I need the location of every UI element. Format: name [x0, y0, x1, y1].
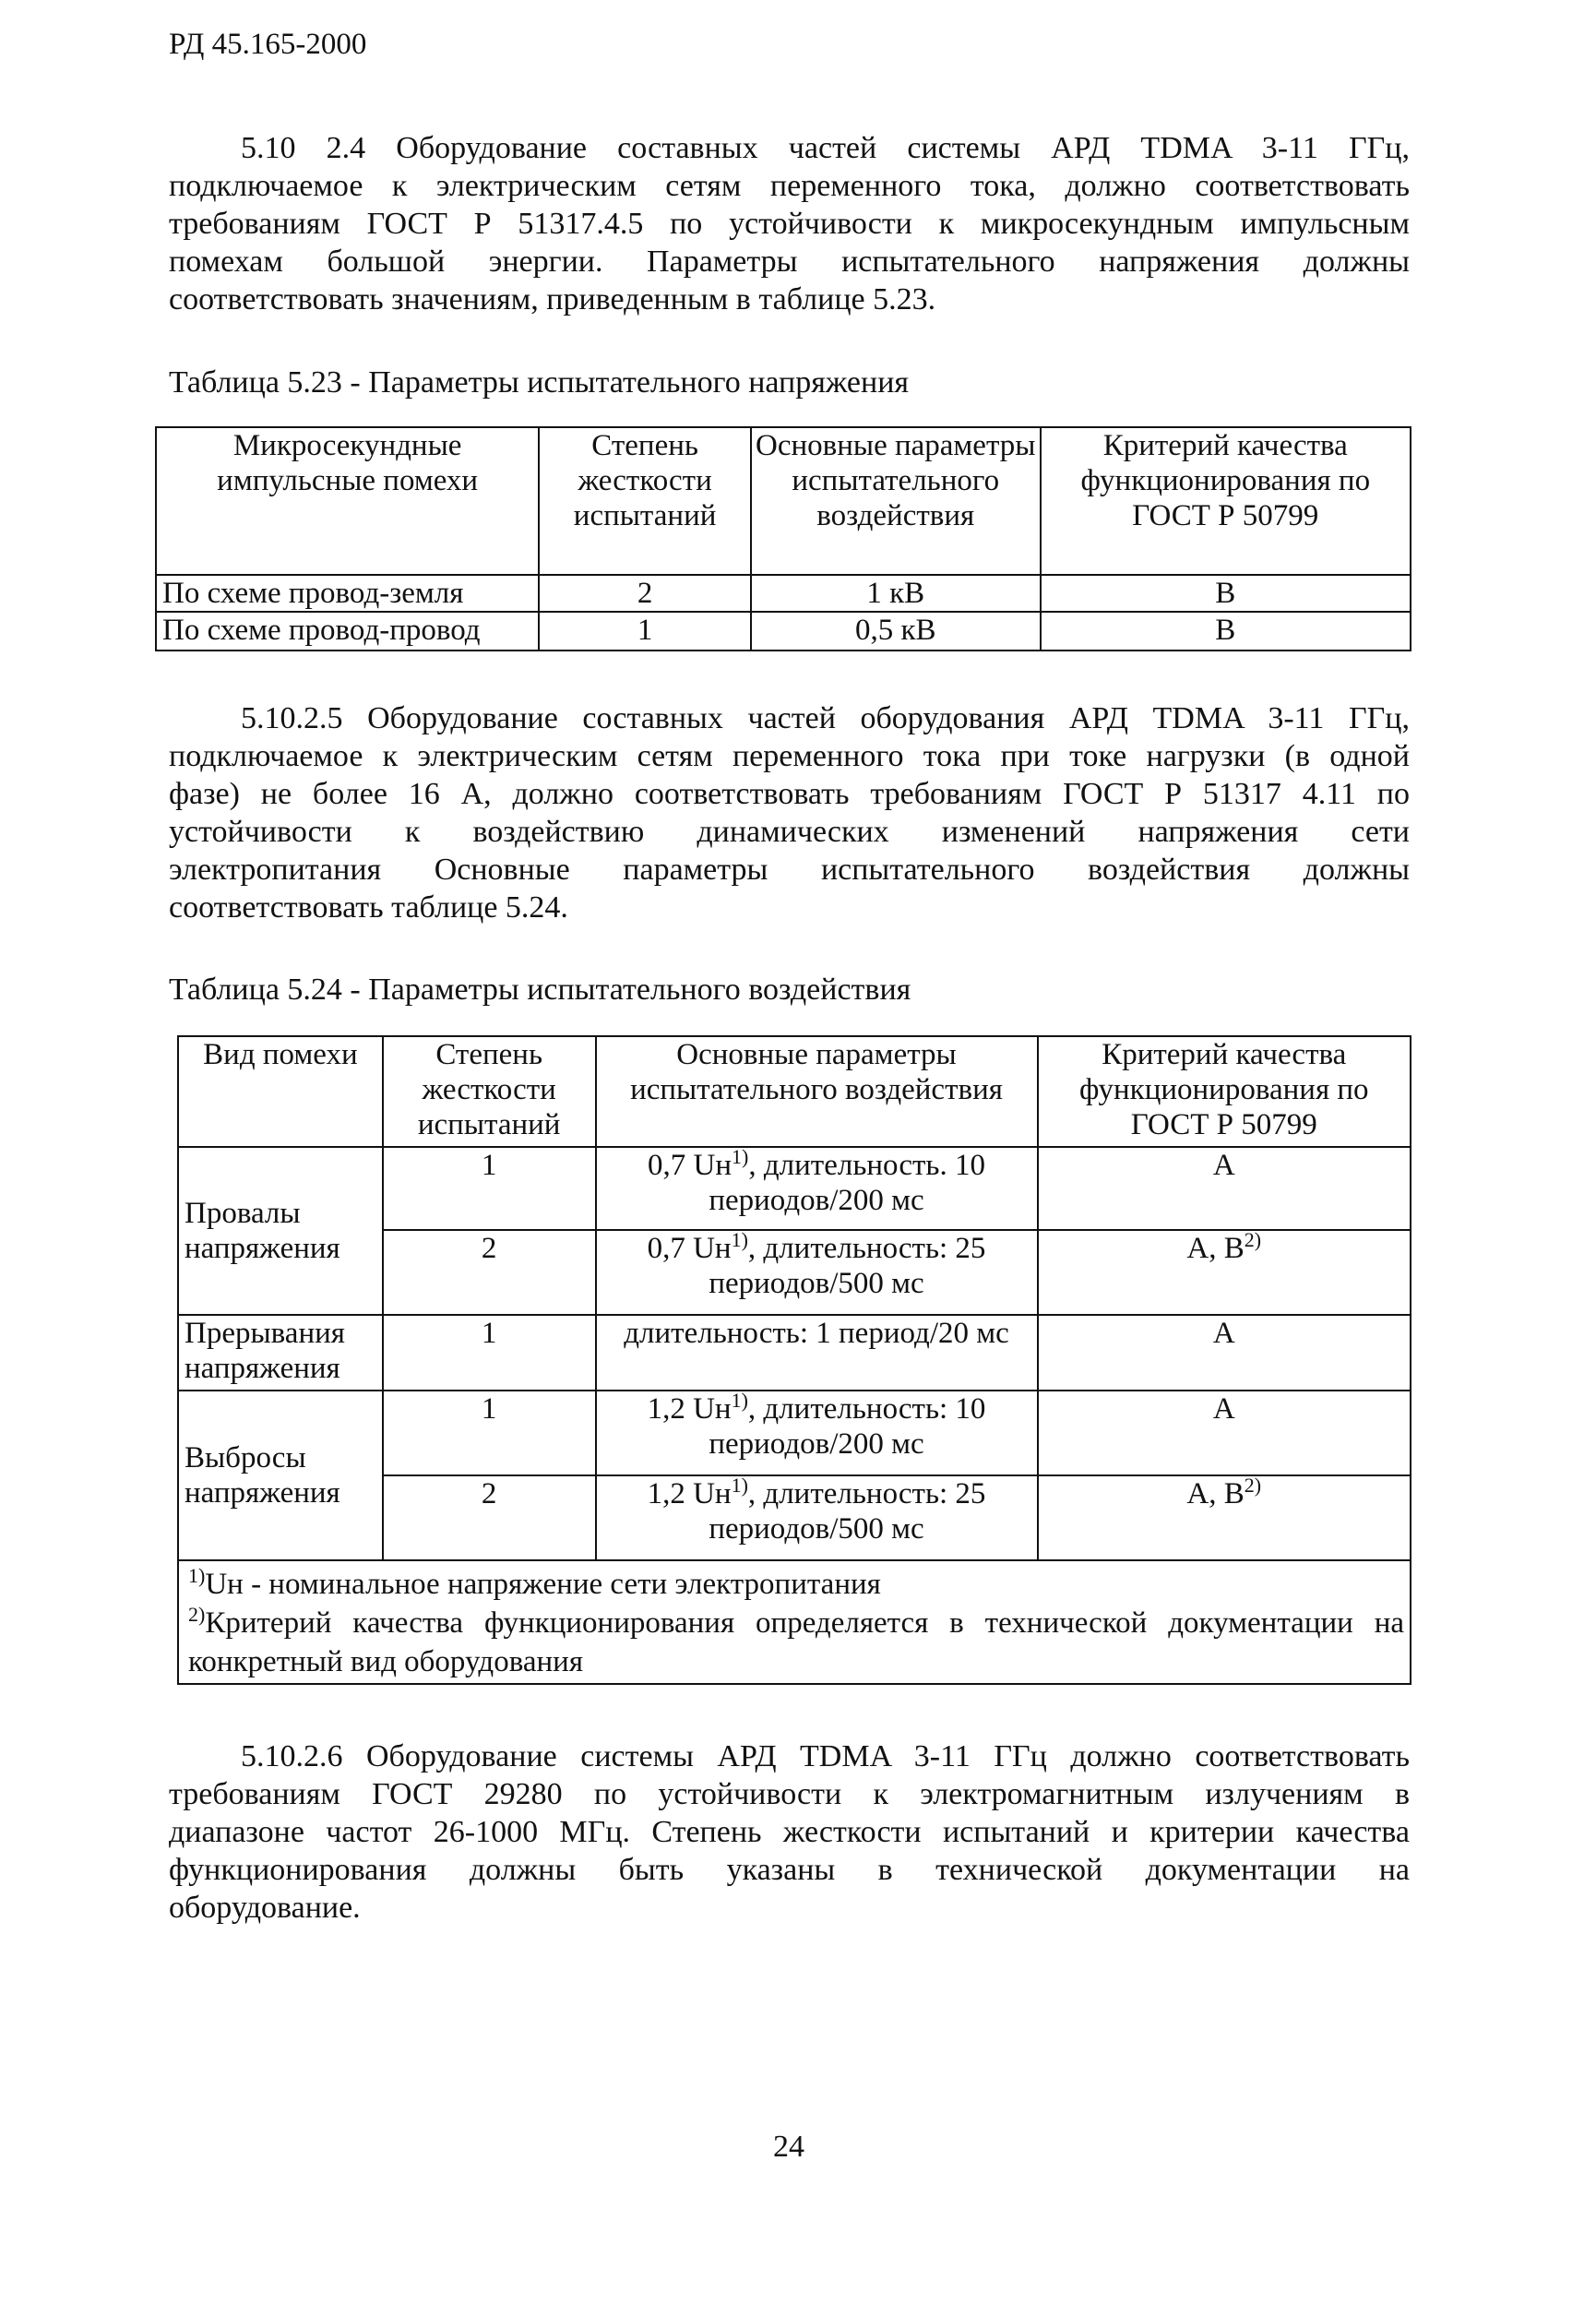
footnote-marker: 1) — [732, 1145, 749, 1168]
table-cell: По схеме провод-провод — [156, 612, 539, 651]
paragraph-5-10-2-4 — [169, 129, 1410, 318]
table-5-24-caption: Таблица 5.24 - Параметры испытательного воздействия — [169, 973, 911, 1007]
paragraph-line: фазе) не более 16 А, должно соответствовать требованиям ГОСТ Р 51317 4.11 по — [169, 777, 1410, 811]
table-header-cell: Степень жесткости испытаний — [539, 427, 751, 575]
table-header-row — [156, 427, 1411, 575]
table-cell — [1038, 1147, 1411, 1230]
table-cell: 1 — [539, 612, 751, 651]
table-header-cell: Основные параметры испытательного воздействия — [596, 1036, 1038, 1147]
table-cell — [596, 1147, 1038, 1230]
table-cell: В — [1041, 575, 1411, 612]
param-value: 0,7 Uн — [648, 1149, 732, 1182]
criterion-value: А — [1212, 1392, 1235, 1426]
table-cell: В — [1041, 612, 1411, 651]
param-value: 1,2 Uн — [647, 1477, 732, 1510]
table-5-23 — [155, 426, 1411, 651]
table-cell: 2 — [383, 1230, 596, 1315]
table-notes — [178, 1560, 1411, 1684]
paragraph-line: требованиям ГОСТ Р 51317.4.5 по устойчивости к микросекундным импульсным — [169, 207, 1410, 241]
footnote-marker: 1) — [731, 1228, 748, 1251]
paragraph-5-10-2-6 — [169, 1737, 1410, 1927]
table-cell: 1 кВ — [751, 575, 1041, 612]
table-header-cell: Критерий качества функционирования по ГОСТ Р 50799 — [1038, 1036, 1411, 1147]
table-cell: 1 — [383, 1391, 596, 1475]
footnote-marker: 1) — [188, 1564, 206, 1587]
param-value-rest: , длительность: 10 периодов/200 мс — [709, 1392, 986, 1461]
paragraph-line: 5.10.2.6 Оборудование системы АРД TDMA 3-11 ГГц должно соответствовать — [241, 1739, 1410, 1773]
table-header-cell: Микросекундные импульсные помехи — [156, 427, 539, 575]
param-value-rest: , длительность: 25 периодов/500 мс — [709, 1232, 986, 1300]
table-cell — [1038, 1475, 1411, 1560]
paragraph-line: требованиям ГОСТ 29280 по устойчивости к электромагнитным излучениям в — [169, 1777, 1410, 1811]
table-cell: 1 — [383, 1315, 596, 1391]
table-cell: По схеме провод-земля — [156, 575, 539, 612]
paragraph-line: диапазоне частот 26-1000 МГц. Степень жесткости испытаний и критерии качества — [169, 1815, 1410, 1849]
table-row — [178, 1391, 1411, 1475]
table-cell — [596, 1230, 1038, 1315]
footnote-text: Критерий качества функционирования определяется в технической документации на конкретный вид оборудования — [188, 1606, 1404, 1678]
table-cell: длительность: 1 период/20 мс — [596, 1315, 1038, 1391]
table-cell — [596, 1391, 1038, 1475]
table-cell — [596, 1475, 1038, 1560]
interference-type-cell: Выбросы напряжения — [178, 1391, 383, 1560]
table-5-24 — [177, 1035, 1411, 1685]
param-value-rest: , длительность: 25 периодов/500 мс — [709, 1477, 986, 1546]
page-number: 24 — [773, 2130, 804, 2164]
paragraph-line: функционирования должны быть указаны в технической документации на — [169, 1853, 1410, 1887]
criterion-value: А — [1212, 1149, 1235, 1182]
interference-type-cell: Прерывания напряжения — [178, 1315, 383, 1391]
paragraph-line: соответствовать таблице 5.24. — [169, 890, 568, 925]
table-row — [156, 612, 1411, 651]
table-cell: 0,5 кВ — [751, 612, 1041, 651]
table-cell: 2 — [539, 575, 751, 612]
criterion-value: А, В — [1186, 1477, 1245, 1510]
paragraph-line: 5.10 2.4 Оборудование составных частей системы АРД TDMA 3-11 ГГц, — [241, 131, 1410, 165]
paragraph-line: подключаемое к электрическим сетям переменного тока, должно соответствовать — [169, 169, 1410, 203]
table-header-cell: Основные параметры испытательного воздействия — [751, 427, 1041, 575]
table-row — [178, 1147, 1411, 1230]
table-notes-row — [178, 1560, 1411, 1684]
paragraph-line: электропитания Основные параметры испытательного воздействия должны — [169, 853, 1410, 887]
param-value: 1,2 Uн — [647, 1392, 732, 1426]
criterion-value: А, В — [1186, 1232, 1245, 1265]
paragraph-line: устойчивости к воздействию динамических изменений напряжения сети — [169, 815, 1410, 849]
footnote-marker: 1) — [731, 1474, 748, 1497]
table-header-cell: Вид помехи — [178, 1036, 383, 1147]
table-cell — [1038, 1230, 1411, 1315]
footnote-1 — [188, 1565, 1404, 1604]
document-header: РД 45.165-2000 — [169, 28, 367, 61]
table-cell: 2 — [383, 1475, 596, 1560]
footnote-text: Uн - номинальное напряжение сети электропитания — [205, 1568, 881, 1601]
footnote-marker: 2) — [188, 1603, 206, 1626]
table-cell — [1038, 1391, 1411, 1475]
paragraph-line: 5.10.2.5 Оборудование составных частей оборудования АРД TDMA 3-11 ГГц, — [241, 701, 1410, 735]
paragraph-line: подключаемое к электрическим сетям переменного тока при токе нагрузки (в одной — [169, 739, 1410, 773]
footnote-marker: 2) — [1244, 1228, 1262, 1251]
param-value: 0,7 Uн — [647, 1232, 732, 1265]
table-row — [156, 575, 1411, 612]
paragraph-line: помехам большой энергии. Параметры испытательного напряжения должны — [169, 245, 1410, 279]
paragraph-5-10-2-5 — [169, 699, 1410, 926]
param-value-rest: , длительность. 10 периодов/200 мс — [709, 1149, 985, 1217]
footnote-marker: 1) — [731, 1389, 748, 1412]
table-cell: А — [1038, 1315, 1411, 1391]
paragraph-line: оборудование. — [169, 1891, 361, 1925]
table-header-row — [178, 1036, 1411, 1147]
table-row — [178, 1315, 1411, 1391]
footnote-2 — [188, 1604, 1404, 1681]
table-cell: 1 — [383, 1147, 596, 1230]
paragraph-line: соответствовать значениям, приведенным в таблице 5.23. — [169, 282, 936, 316]
interference-type-cell: Провалы напряжения — [178, 1147, 383, 1315]
table-header-cell: Степень жесткости испытаний — [383, 1036, 596, 1147]
table-header-cell: Критерий качества функционирования по ГОСТ Р 50799 — [1041, 427, 1411, 575]
footnote-marker: 2) — [1244, 1474, 1262, 1497]
table-5-23-caption: Таблица 5.23 - Параметры испытательного напряжения — [169, 365, 910, 400]
